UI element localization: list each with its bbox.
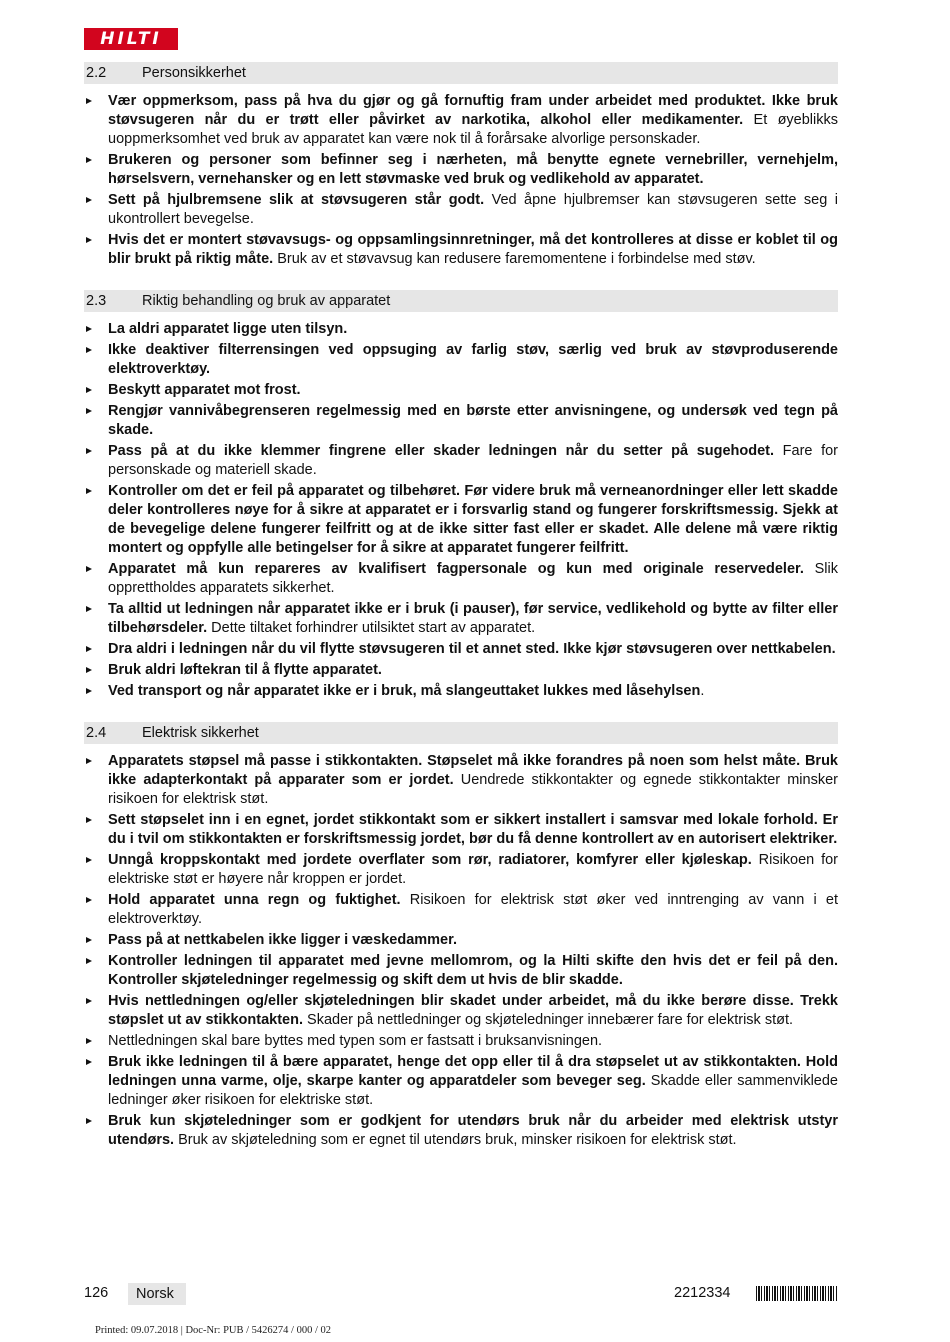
document-number: 2212334: [674, 1285, 731, 1301]
item-normal-text: Dette tiltaket forhindrer utilsiktet start av apparatet.: [207, 620, 536, 636]
section-number: 2.4: [86, 725, 107, 741]
section-heading: [84, 290, 838, 312]
section-electrical-safety: [84, 722, 838, 1150]
item-bold-text: Apparatets støpsel må passe i stikkontakten. Støpselet må ikke forandres på noen som helst måte. Bruk ikke adapterkontakt på apparater som er jordet.: [108, 753, 838, 788]
item-bold-text: Unngå kroppskontakt med jordete overflater som rør, radiatorer, komfyrer eller kjøleskap.: [108, 852, 752, 868]
list-item: [84, 952, 838, 990]
document-body: [84, 62, 838, 1171]
list-item: [84, 931, 838, 950]
item-bold-text: Bruk ikke ledningen til å bære apparatet, henge det opp eller til å dra støpselet ut av stikkontakten. Hold ledningen unna varme, olje, skarpe kanter og apparatdeler som beveger seg.: [108, 1054, 838, 1089]
item-normal-text: .: [700, 683, 705, 699]
list-item: [84, 381, 838, 400]
item-normal-text: Uendrede stikkontakter og egnede stikkontakter minsker risikoen for elektrisk støt.: [108, 772, 838, 807]
section-title: Personsikkerhet: [142, 65, 246, 81]
list-item: [84, 1053, 838, 1110]
item-bold-text: Pass på at nettkabelen ikke ligger i væskedammer.: [108, 932, 457, 948]
item-normal-text: Skader på nettledninger og skjøteledninger innebærer fare for elektrisk støt.: [303, 1012, 794, 1028]
item-bold-text: Apparatet må kun repareres av kvalifisert fagpersonale og kun med originale reservedeler.: [108, 561, 804, 577]
list-item: [84, 682, 838, 701]
section-number: 2.3: [86, 293, 107, 309]
list-item: [84, 482, 838, 558]
list-item: [84, 640, 838, 659]
bullet-list: [84, 92, 838, 269]
list-item: [84, 402, 838, 440]
list-item: [84, 661, 838, 680]
item-normal-text: Risikoen for elektriske støt er høyere når kroppen er jordet.: [108, 852, 838, 887]
item-bold-text: Sett på hjulbremsene slik at støvsugeren står godt.: [108, 192, 485, 208]
item-bold-text: Kontroller om det er feil på apparatet og tilbehøret. Før videre bruk må verneanordninger eller lett skadde deler kontrolleres nøye for å sikre at apparatet er i forsvarlig stand og fungerer forskriftsmessig. Sjekk at de bevegelige delene fungerer feilfritt og at de ikke sitter fast eller er skadet. Alle delene må være riktig montert og oppfylle alle betingelser for å sikre at apparatet fungerer feilfritt.: [108, 483, 838, 556]
item-bold-text: Sett støpselet inn i en egnet, jordet stikkontakt som er sikkert installert i samsvar med lokale forhold. Er du i tvil om stikkontakten er forskriftsmessig jordet, bør du få denne kontrollert av en autorisert elektriker.: [108, 812, 838, 847]
list-item: [84, 151, 838, 189]
item-normal-text: Bruk av et støvavsug kan redusere faremomentene i forbindelse med støv.: [273, 251, 756, 267]
item-normal-text: Nettledningen skal bare byttes med typen som er fastsatt i bruksanvisningen.: [108, 1033, 603, 1049]
section-personal-safety: [84, 62, 838, 269]
list-item: [84, 851, 838, 889]
language-label: Norsk: [128, 1283, 186, 1305]
hilti-logo: HILTI: [84, 28, 178, 50]
section-title: Riktig behandling og bruk av apparatet: [142, 293, 391, 309]
page-footer: [84, 1283, 838, 1305]
item-bold-text: Vær oppmerksom, pass på hva du gjør og gå fornuftig fram under arbeidet med produktet. Ikke bruk støvsugeren når du er trøtt eller påvirket av narkotika, alkohol eller medikamenter.: [108, 93, 838, 128]
item-normal-text: Ved åpne hjulbremser kan støvsugeren sette seg i ukontrollert bevegelse.: [108, 192, 838, 227]
bullet-list: [84, 752, 838, 1150]
section-number: 2.2: [86, 65, 107, 81]
section-heading: [84, 722, 838, 744]
item-bold-text: La aldri apparatet ligge uten tilsyn.: [108, 321, 348, 337]
bullet-list: [84, 320, 838, 701]
barcode: [756, 1286, 838, 1301]
list-item: [84, 1032, 838, 1051]
list-item: [84, 191, 838, 229]
list-item: [84, 600, 838, 638]
item-bold-text: Beskytt apparatet mot frost.: [108, 382, 301, 398]
item-bold-text: Ikke deaktiver filterrensingen ved oppsuging av farlig støv, særlig ved bruk av støvproduserende elektroverktøy.: [108, 342, 838, 377]
item-normal-text: Fare for personskade og materiell skade.: [108, 443, 838, 478]
section-heading: [84, 62, 838, 84]
list-item: [84, 231, 838, 269]
list-item: [84, 891, 838, 929]
list-item: [84, 442, 838, 480]
item-bold-text: Pass på at du ikke klemmer fingrene eller skader ledningen når du setter på sugehodet.: [108, 443, 775, 459]
list-item: [84, 341, 838, 379]
item-bold-text: Hvis det er montert støvavsugs- og oppsamlingsinnretninger, må det kontrolleres at disse er koblet til og blir brukt på riktig måte.: [108, 232, 838, 267]
list-item: [84, 560, 838, 598]
list-item: [84, 1112, 838, 1150]
list-item: [84, 752, 838, 809]
item-normal-text: Risikoen for elektrisk støt øker ved inntrenging av vann i et elektroverktøy.: [108, 892, 838, 927]
section-title: Elektrisk sikkerhet: [142, 725, 259, 741]
item-bold-text: Ved transport og når apparatet ikke er i bruk, må slangeuttaket lukkes med låsehylsen: [108, 683, 701, 699]
list-item: [84, 992, 838, 1030]
item-bold-text: Hvis nettledningen og/eller skjøteledningen blir skadet under arbeidet, må du ikke berøre disse. Trekk støpslet ut av stikkontakten.: [108, 993, 838, 1028]
list-item: [84, 320, 838, 339]
page-number: 126: [84, 1285, 109, 1301]
item-bold-text: Dra aldri i ledningen når du vil flytte støvsugeren til et annet sted. Ikke kjør støvsugeren over nettkabelen.: [108, 641, 836, 657]
item-bold-text: Kontroller ledningen til apparatet med jevne mellomrom, og la Hilti skifte den hvis det er feil på den. Kontroller skjøteledninger regelmessig og skift dem ut hvis de blir skadde.: [108, 953, 838, 988]
item-normal-text: Skadde eller sammenviklede ledninger øker risikoen for elektriske støt.: [108, 1073, 838, 1108]
print-info: Printed: 09.07.2018 | Doc-Nr: PUB / 5426274 / 000 / 02: [95, 1325, 332, 1336]
item-normal-text: Bruk av skjøteledning som er egnet til utendørs bruk, minsker risikoen for elektrisk støt.: [174, 1132, 737, 1148]
item-bold-text: Brukeren og personer som befinner seg i nærheten, må benytte egnete vernebriller, vernehjelm, hørselsvern, vernehansker og en lett støvmaske ved bruk og vedlikehold av apparatet.: [108, 152, 838, 187]
item-bold-text: Bruk aldri løftekran til å flytte apparatet.: [108, 662, 382, 678]
item-normal-text: Slik opprettholdes apparatets sikkerhet.: [108, 561, 838, 596]
list-item: [84, 92, 838, 149]
item-normal-text: Et øyeblikks uoppmerksomhet ved bruk av apparatet kan være nok til å forårsake alvorlige personskader.: [108, 112, 839, 147]
list-item: [84, 811, 838, 849]
item-bold-text: Bruk kun skjøteledninger som er godkjent for utendørs bruk når du arbeider med elektrisk utstyr utendørs.: [108, 1113, 838, 1148]
item-bold-text: Ta alltid ut ledningen når apparatet ikke er i bruk (i pauser), før service, vedlikehold og bytte av filter eller tilbehørsdeler.: [108, 601, 838, 636]
item-bold-text: Hold apparatet unna regn og fuktighet.: [108, 892, 401, 908]
item-bold-text: Rengjør vannivåbegrenseren regelmessig med en børste etter anvisningene, og undersøk ved tegn på skade.: [108, 403, 838, 438]
section-proper-use: [84, 290, 838, 701]
